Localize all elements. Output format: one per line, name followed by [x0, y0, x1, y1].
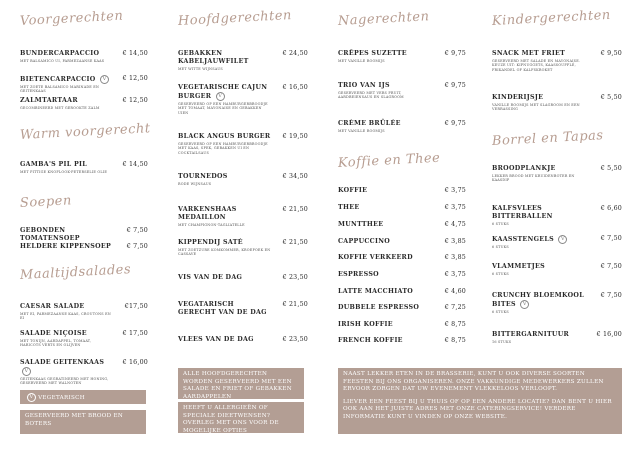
item-name: BROODPLANKJE [492, 165, 556, 172]
item-price: € 12,50 [122, 75, 148, 82]
item-price: € 3,85 [444, 254, 466, 261]
item-price: € 9,75 [444, 120, 466, 127]
item-name: CAPPUCCINO [338, 238, 391, 245]
heading-nagerechten: Nagerechten [337, 9, 430, 29]
item-price: € 17,50 [122, 330, 148, 337]
item-price: € 16,00 [596, 331, 622, 338]
item-name: CRÊPES SUZETTE [338, 50, 407, 57]
item-desc: VANILLE ROOMIJS MET SLAGROOM EN EEN VERRASSING [492, 103, 580, 112]
menu-item [338, 82, 466, 100]
menu-item [178, 84, 308, 115]
item-price: € 19,50 [282, 133, 308, 140]
item-name: KOFFIE [338, 187, 368, 194]
item-price: € 4,60 [444, 288, 466, 295]
item-desc: MET PITTIGE KNOFLOOK-PETERSELIE OLIE [20, 170, 108, 174]
vegetarian-icon: V [558, 235, 567, 244]
item-name: THEE [338, 204, 360, 211]
item-name: GEBONDEN TOMATENSOEP [20, 227, 80, 242]
item-price: € 12,50 [122, 97, 148, 104]
item-name: LATTE MACCHIATO [338, 288, 414, 295]
heading-kindergerechten: Kindergerechten [491, 7, 612, 29]
item-name: MUNTTHEE [338, 221, 384, 228]
menu-item [338, 238, 466, 246]
item-price: € 21,50 [282, 206, 308, 213]
item-name: TRIO VAN IJS [338, 82, 390, 89]
item-price: € 14,50 [122, 161, 148, 168]
item-price: €17,50 [124, 303, 148, 310]
item-desc: GESERVEERD MET SALADE EN MAYONAISE. KEUZE UIT: KIPNUGGETS, KAASSOUFFLÉ, FRIKANDEL OF KALFSKROKET [492, 59, 581, 72]
item-name: VEGATARISCH GERECHT VAN DE DAG [178, 301, 267, 316]
item-price: € 3,75 [444, 271, 466, 278]
events-catering-note [338, 368, 622, 434]
item-price: € 6,60 [600, 205, 622, 212]
heading-borrel-en-tapas: Borrel en Tapas [491, 128, 604, 149]
item-price: € 23,50 [282, 336, 308, 343]
item-desc: GESERVEERD OP EEN HAMBURGERBROODJE MET TOMAAT, MAYONAISE EN GEBAKKEN UIEN [178, 102, 268, 115]
item-desc: 6 STUKS [492, 272, 509, 276]
item-price: € 7,50 [126, 243, 148, 250]
vegetarian-icon: V [520, 300, 529, 309]
menu-item [178, 206, 308, 227]
menu-item [178, 239, 308, 257]
item-name: CRÈME BRÛLÉE [338, 120, 401, 127]
menu-item [178, 336, 308, 344]
item-price: € 23,50 [282, 274, 308, 281]
item-name: KIPPENDIJ SATÉ [178, 239, 243, 246]
item-name: KINDERIJSJE [492, 94, 544, 101]
item-price: € 7,50 [600, 235, 622, 242]
heading-koffie-en-thee: Koffie en Thee [337, 150, 441, 171]
menu-item [338, 288, 466, 296]
menu-item [492, 94, 622, 112]
item-desc: 16 STUKS [492, 340, 512, 344]
item-desc: MET EI, PARMEZAANSE KAAS, CROUTONS EN EI [20, 312, 111, 321]
item-desc: MET WITTE WIJNSAUS [178, 67, 223, 71]
menu-item [20, 97, 148, 110]
menu-item [338, 254, 466, 262]
item-price: € 8,75 [444, 337, 466, 344]
item-name: VLEES VAN DE DAG [178, 336, 254, 343]
item-desc: GESERVEERD MET VERS FRUIT, AARDBEIENSAUS EN SLAGROOM [338, 91, 404, 100]
item-desc: 6 STUKS [492, 310, 509, 314]
menu-item [492, 263, 622, 276]
item-name: SNACK MET FRIET [492, 50, 566, 57]
item-name: BLACK ANGUS BURGER [178, 133, 271, 140]
item-price: € 7,25 [444, 304, 466, 311]
item-desc: 6 STUKS [492, 245, 509, 249]
menu-item [178, 301, 308, 317]
item-desc: MET CHAMPIGNON-TAGLIATELLE [178, 223, 245, 227]
item-name: FRENCH KOFFIE [338, 337, 403, 344]
heading-maaltijdsalades: Maaltijdsalades [19, 262, 132, 283]
item-price: € 5,50 [600, 94, 622, 101]
item-name: BITTERGARNITUUR [492, 331, 570, 338]
menu-item [492, 205, 622, 226]
menu-item [338, 221, 466, 229]
item-name: ESPRESSO [338, 271, 379, 278]
menu-item [20, 243, 148, 251]
item-price: € 7,50 [126, 227, 148, 234]
item-price: € 21,50 [282, 239, 308, 246]
item-price: € 9,50 [600, 50, 622, 57]
item-price: € 34,50 [282, 173, 308, 180]
menu-item [338, 50, 466, 63]
menu-item [338, 304, 466, 312]
item-price: € 9,75 [444, 50, 466, 57]
vegetarian-icon: V [100, 75, 109, 84]
item-name: BUNDERCARPACCIO [20, 50, 100, 57]
vegetarian-icon: V [216, 92, 225, 101]
menu-item [338, 337, 466, 345]
item-desc: RODE WIJNSAUS [178, 182, 212, 186]
menu-item [178, 133, 308, 155]
item-name: TOURNEDOS [178, 173, 228, 180]
allergy-note: HEEFT U ALLERGIEËN OF SPECIALE DIEETWENSEN? OVERLEG MET ONS VOOR DE MOGELIJKE OPTIES [178, 402, 304, 433]
menu-item [178, 274, 308, 282]
menu-item [178, 50, 308, 71]
menu-item [338, 204, 466, 212]
item-desc: LEKKER BROOD MET KRUIDENBOTER EN KAASDIP [492, 174, 575, 183]
item-name: VLAMMETJES [492, 263, 545, 270]
vegetarian-icon: V [22, 367, 31, 376]
item-name: ZALMTARTAAR [20, 97, 78, 104]
menu-item [20, 303, 148, 321]
menu-item [20, 161, 148, 174]
item-desc: MET BALSAMICO UI, PARMEZAANSE KAAS [20, 59, 105, 63]
heading-hoofdgerechten: Hoofdgerechten [177, 8, 293, 29]
item-price: € 5,50 [600, 165, 622, 172]
item-price: € 7,50 [600, 292, 622, 299]
item-name: KOFFIE VERKEERD [338, 254, 413, 261]
item-desc: MET VANILLE ROOMIJS [338, 129, 385, 133]
menu-item [178, 173, 308, 186]
item-desc: MET ZOETE BALSAMICO MARINADE EN GEITENKAAS [20, 85, 100, 94]
menu-item [338, 321, 466, 329]
menu-item [492, 165, 622, 183]
item-price: € 16,00 [122, 359, 148, 366]
item-price: € 14,50 [122, 50, 148, 57]
item-name: IRISH KOFFIE [338, 321, 393, 328]
item-name: SALADE GEITENKAAS [20, 359, 105, 366]
vegetarian-legend [20, 390, 146, 404]
vegetarian-icon: V [27, 393, 36, 402]
item-name: GEBAKKEN KABELJAUWFILET [178, 50, 249, 65]
events-text: NAAST LEKKER ETEN IN DE BRASSERIE, KUNT U OOK DIVERSE SOORTEN FEESTEN BIJ ONS ORGANISEREN. ONZE VAKKUNDIGE MEDEWERKERS ZULLEN ERVOOR ZORGEN DAT UW EVENEMENT VLEKKELOOS VERLOOPT. [343, 371, 604, 392]
main-course-note: ALLE HOOFDGERECHTEN WORDEN GESERVEERD MET EEN SALADE EN FRIET OF GEBAKKEN AARDAPPELEN [178, 368, 304, 399]
item-price: € 7,50 [600, 263, 622, 270]
item-price: € 3,85 [444, 238, 466, 245]
item-name: BIETENCARPACCIO [20, 76, 96, 83]
item-desc: GECOMBINEERD MET GEROOKTE ZALM [20, 106, 100, 110]
item-name: VARKENSHAAS MEDAILLON [178, 206, 237, 221]
item-price: € 21,50 [282, 301, 308, 308]
item-name: KALFSVLEES BITTERBALLEN [492, 205, 553, 220]
item-price: € 3,75 [444, 204, 466, 211]
menu-item [492, 292, 622, 314]
item-desc: MET VANILLE ROOMIJS [338, 59, 385, 63]
item-price: € 8,75 [444, 321, 466, 328]
heading-voorgerechten: Voorgerechten [19, 8, 124, 29]
item-name: VIS VAN DE DAG [178, 274, 243, 281]
item-desc: GEITENKAAS GEGRATINEERD MET HONING, GESERVEERD MET WALNOTEN [20, 377, 109, 386]
item-price: € 9,75 [444, 82, 466, 89]
menu-item [20, 50, 148, 63]
bread-note: GESERVEERD MET BROOD EN BOTERS [20, 410, 146, 434]
item-price: € 4,75 [444, 221, 466, 228]
item-desc: MET TONIJN, AARDAPPEL, TOMAAT, HARICOTS VERTS EN OLIJVEN [20, 339, 92, 348]
menu-item [338, 271, 466, 279]
item-name: CRUNCHY BLOEMKOOL BITES [492, 292, 584, 308]
heading-soepen: Soepen [19, 193, 73, 211]
item-price: € 3,75 [444, 187, 466, 194]
item-name: SALADE NIÇOISE [20, 330, 87, 337]
item-name: DUBBELE ESPRESSO [338, 304, 420, 311]
menu-item [338, 187, 466, 195]
vegetarian-label: VEGETARISCH [38, 395, 85, 401]
menu-item [20, 75, 148, 94]
item-desc: GESERVEERD OP EEN HAMBURGERBROODJE MET KAAS, SPEK, GEBAKKEN UI EN COCKTAILSAUS [178, 142, 268, 155]
item-name: HELDERE KIPPENSOEP [20, 243, 112, 250]
menu-item [492, 50, 622, 72]
catering-text: LIEVER EEN FEEST BIJ U THUIS OF OP EEN ANDERE LOCATIE? DAN BENT U HIER OOK AAN HET JUISTE ADRES MET ONZE CATERINGSERVICE! VERDERE INFORMATIE KUNT U VINDEN OP ONZE WEBSITE. [343, 398, 612, 420]
item-price: € 16,50 [282, 84, 308, 91]
item-name: CAESAR SALADE [20, 303, 85, 310]
menu-item [20, 359, 148, 386]
item-name: KAASSTENGELS [492, 236, 554, 243]
item-name: VEGETARISCHE CAJUN BURGER [178, 84, 268, 100]
item-price: € 24,50 [282, 50, 308, 57]
item-desc: 6 STUKS [492, 222, 509, 226]
item-desc: MET ZOETZURE KOMKOMMER, KROEPOEK EN CASSAVE [178, 248, 271, 257]
menu-item [492, 331, 622, 344]
menu-item [20, 330, 148, 348]
menu-item [338, 120, 466, 133]
menu-item [20, 227, 148, 243]
heading-warm-voorgerecht: Warm voorgerecht [19, 121, 151, 143]
item-name: GAMBA'S PIL PIL [20, 161, 88, 168]
menu-item [492, 235, 622, 249]
